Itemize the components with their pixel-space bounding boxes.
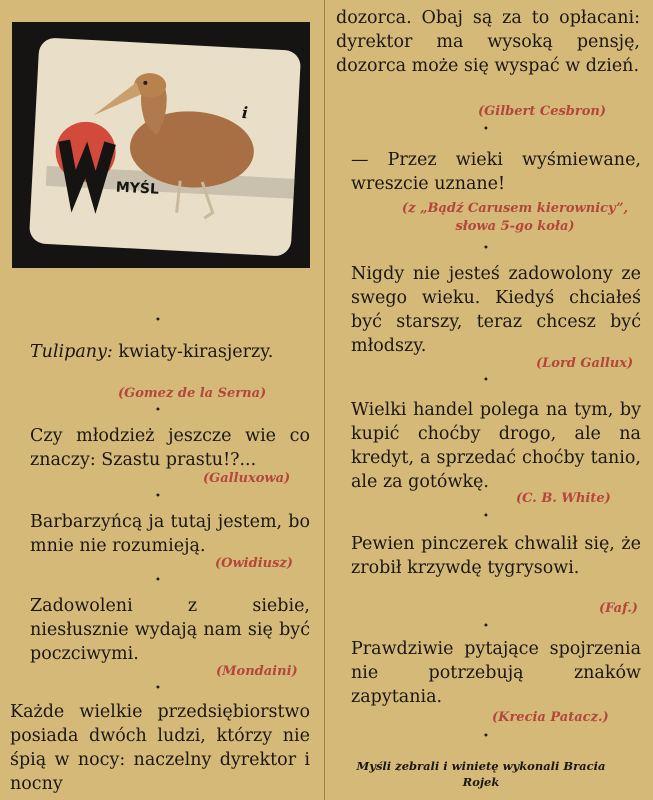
quote-pinczerek: Pewien pinczerek chwalił się, że zrobił krzywdę tygrysowi. (351, 534, 641, 578)
vignette-illustration (12, 22, 310, 268)
credit-line: Myśli zebrali i winietę wykonali Bracia Rojek (356, 759, 606, 789)
quote-barbarzynca: Barbarzyńcą ja tutaj jestem, bo mnie nie rozumieją. (30, 512, 310, 556)
heron-drawing (29, 37, 301, 256)
attribution-gomez: (Gomez de la Serna) (118, 386, 267, 401)
separator-star: • (483, 375, 489, 386)
quote-wielki-handel: Wielki handel polega na tym, by kupić choćby drogo, ale na kredyt, a sprzedać choćby tanio, ale za gotówkę. (351, 400, 641, 492)
quote-tulipany: Tulipany: kwiaty-kirasjerzy. (30, 342, 274, 362)
attribution-lord-gallux: (Lord Gallux) (536, 356, 634, 371)
quote-zadowoleni: Zadowoleni z siebie, niesłusznie wydają nam się być poczciwymi. (30, 596, 310, 664)
quote-mlodziez: Czy młodzież jeszcze wie co znaczy: Szastu prastu!?... (30, 426, 310, 470)
quote-prawdziwie: Prawdziwie pytające spojrzenia nie potrzebują znaków zapytania. (351, 639, 641, 707)
separator-star: • (483, 124, 489, 135)
separator-star: • (155, 405, 161, 416)
attribution-badz-carusem: (z „Bądź Carusem kierownicy”, słowa 5-go koła) (401, 201, 629, 234)
attribution-mondaini: (Mondaini) (216, 664, 298, 679)
quote-przez-wieki: — Przez wieki wyśmiewane, wreszcie uznane! (351, 150, 641, 194)
quote-nigdy: Nigdy nie jesteś zadowolony ze swego wieku. Kiedyś chciałeś być starszy, teraz chcesz być młodszy. (351, 264, 641, 356)
separator-star: • (483, 511, 489, 522)
quote-kazde-start: Każde wielkie przedsiębiorstwo posiada dwóch ludzi, którzy nie śpią w nocy: naczelny dyrektor i nocny (10, 702, 310, 794)
separator-star: • (155, 491, 161, 502)
card-word: MYŚL (115, 179, 160, 198)
separator-star: • (483, 243, 489, 254)
separator-star: • (155, 575, 161, 586)
attribution-galluxowa: (Galluxowa) (203, 471, 291, 486)
attribution-owidiusz: (Owidiusz) (215, 556, 293, 571)
quote-kazde-continued: dozorca. Obaj są za to opłacani: dyrektor ma wysoką pensję, dozorca może się wyspać w dzień. (336, 8, 640, 76)
attribution-krecia-patacz: (Krecia Patacz.) (492, 710, 609, 725)
attribution-white: (C. B. White) (516, 491, 611, 506)
attribution-cesbron: (Gilbert Cesbron) (478, 104, 607, 119)
attribution-faf: (Faf.) (599, 601, 638, 616)
separator-star: • (483, 621, 489, 632)
separator-star: • (483, 731, 489, 742)
column-divider (324, 0, 325, 800)
separator-star: • (155, 315, 161, 326)
vignette-card (29, 37, 301, 256)
separator-star: • (155, 683, 161, 694)
card-letter-i: i (241, 102, 249, 123)
